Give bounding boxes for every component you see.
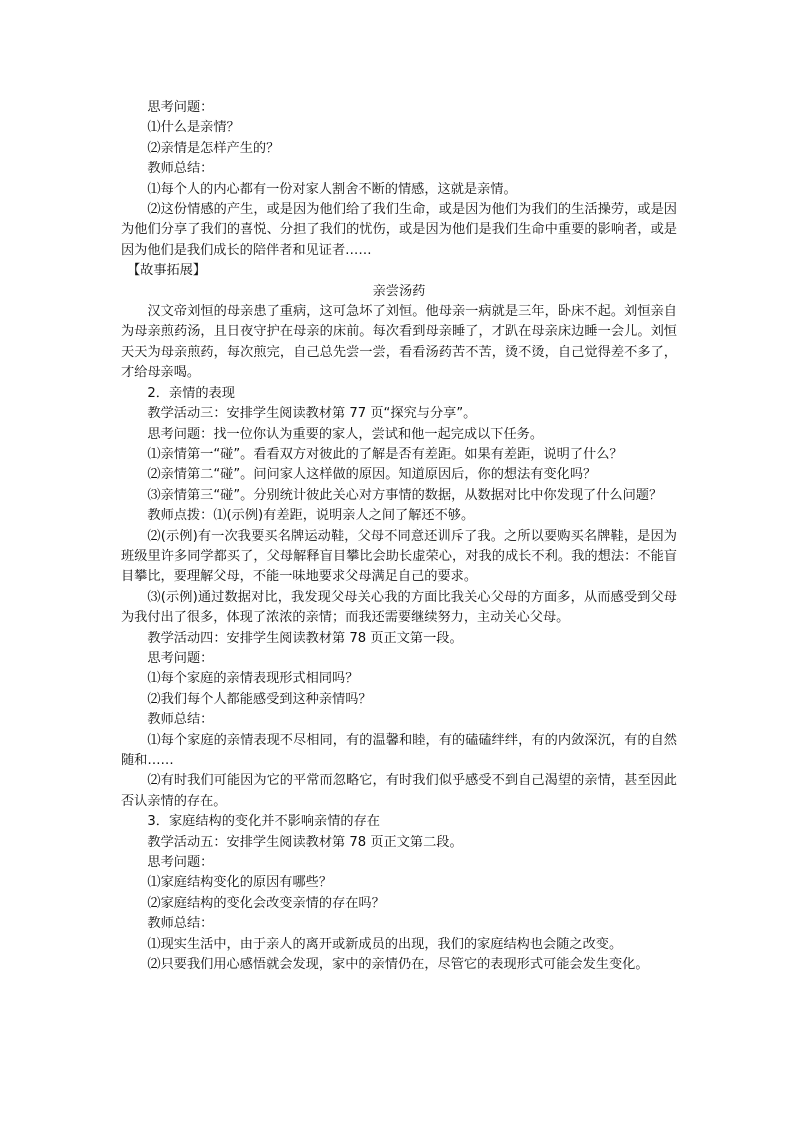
paragraph: 2．亲情的表现 (147, 385, 235, 401)
paragraph: ⑵这份情感的产生，或是因为他们给了我们生命，或是因为他们为我们的生活操劳，或是因为他们分享了我们的喜悦、分担了我们的忧伤，或是因为他们是我们生命中重要的影响者，或是因为他们是我们成长的陪伴者和见证者…… (121, 202, 677, 258)
paragraph: ⑵亲情是怎样产生的？ (147, 140, 280, 156)
paragraph: 教学活动五：安排学生阅读教材第 78 页正文第二段。 (147, 834, 463, 850)
paragraph: 教学活动三：安排学生阅读教材第 77 页“探究与分享”。 (147, 406, 477, 422)
paragraph: ⑴亲情第一“碰”。看看双方对彼此的了解是否有差距。如果有差距，说明了什么？ (147, 446, 623, 462)
paragraph: ⑵只要我们用心感悟就会发现，家中的亲情仍在，尽管它的表现形式可能会发生变化。 (147, 957, 649, 973)
paragraph: 教师点拨：⑴(示例)有差距，说明亲人之间了解还不够。 (147, 508, 475, 524)
paragraph: 思考问题： (147, 100, 214, 115)
story-title: 亲尝汤药 (372, 283, 426, 299)
paragraph: 思考问题：找一位你认为重要的家人，尝试和他一起完成以下任务。 (147, 426, 544, 442)
paragraph: ⑶(示例)通过数据对比，我发现父母关心我的方面比我关心父母的方面多，从而感受到父母为我付出了很多，体现了浓浓的亲情；而我还需要继续努力，主动关心父母。 (121, 589, 677, 626)
paragraph: ⑴什么是亲情？ (147, 120, 240, 136)
paragraph: 思考问题： (147, 855, 214, 871)
paragraph: 教学活动四：安排学生阅读教材第 78 页正文第一段。 (147, 630, 463, 646)
paragraph: ⑴家庭结构变化的原因有哪些？ (147, 875, 333, 891)
paragraph: 思考问题： (147, 650, 214, 666)
paragraph: 教师总结： (147, 712, 214, 728)
paragraph: 教师总结： (147, 916, 214, 932)
paragraph: ⑵家庭结构的变化会改变亲情的存在吗？ (147, 895, 385, 911)
paragraph: ⑵(示例)有一次我要买名牌运动鞋，父母不同意还训斥了我。之所以要购买名牌鞋，是因为班级里许多同学都买了，父母解释盲目攀比会助长虚荣心，对我的成长不利。我的想法：不能盲目攀比，要理解父母，不能一味地要求父母满足自己的要求。 (121, 528, 677, 585)
paragraph: 教师总结： (147, 161, 214, 177)
paragraph: 3．家庭结构的变化并不影响亲情的存在 (147, 814, 380, 830)
paragraph: ⑵我们每个人都能感受到这种亲情吗？ (147, 691, 372, 707)
paragraph: 汉文帝刘恒的母亲患了重病，这可急坏了刘恒。他母亲一病就是三年，卧床不起。刘恒亲自为母亲煎药汤，且日夜守护在母亲的床前。每次看到母亲睡了，才趴在母亲床边睡一会儿。刘恒天天为母亲煎药，每次煎完，自己总先尝一尝，看看汤药苦不苦，烫不烫，自己觉得差不多了，才给母亲喝。 (121, 304, 677, 381)
paragraph: ⑴每个人的内心都有一份对家人割舍不断的情感，这就是亲情。 (147, 181, 517, 197)
paragraph: ⑵有时我们可能因为它的平常而忽略它，有时我们似乎感受不到自己渴望的亲情，甚至因此否认亲情的存在。 (121, 773, 677, 809)
paragraph: ⑴每个家庭的亲情表现不尽相同，有的温馨和睦，有的磕磕绊绊，有的内敛深沉，有的自然随和…… (121, 732, 677, 768)
document-page (121, 98, 677, 975)
paragraph: ⑴现实生活中，由于亲人的离开或新成员的出现，我们的家庭结构也会随之改变。 (147, 936, 623, 952)
section-heading: 【故事拓展】 (127, 263, 207, 279)
paragraph: ⑶亲情第三“碰”。分别统计彼此关心对方事情的数据，从数据对比中你发现了什么问题？ (147, 487, 663, 503)
paragraph: ⑴每个家庭的亲情表现形式相同吗？ (147, 671, 359, 687)
paragraph: ⑵亲情第二“碰”。问问家人这样做的原因。知道原因后，你的想法有变化吗？ (147, 467, 597, 483)
